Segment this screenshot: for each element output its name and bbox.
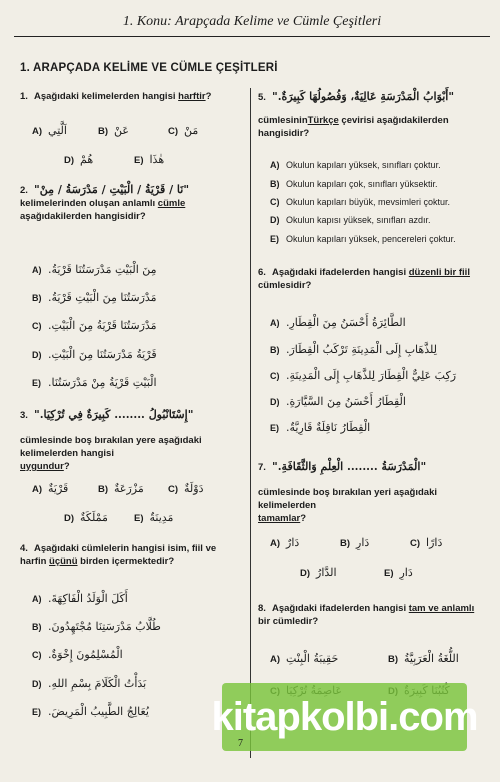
page-header — [14, 8, 490, 37]
question-1: 1. Aşağıdaki kelimelerden hangisi harftir? — [20, 91, 212, 102]
q8-option-b[interactable]: B) اللُّغَةُ الْعَرَبِيَّةُ — [388, 652, 459, 665]
q3-option-d[interactable]: D) مَمْلَكَةٌ — [64, 511, 108, 524]
q1-option-e[interactable]: E) هٰذَا — [134, 153, 165, 166]
question-6: 6. Aşağıdaki ifadelerden hangisi düzenli bir fiil cümlesidir? — [258, 267, 470, 291]
q4-option-d[interactable]: D) بَدَأْتُ الْكَلَامَ بِسْمِ اللهِ. — [32, 677, 147, 690]
q7-option-c[interactable]: C) دَارًا — [410, 536, 443, 549]
q3-option-e[interactable]: E) مَدِينَةٌ — [134, 511, 174, 524]
q3-option-b[interactable]: B) مَزْرَعَةٌ — [98, 482, 144, 495]
question-7: 7. "الْمَدْرَسَةُ ........ الْعِلْمِ وَالثَّقَافَةِ." cümlesinde boş bırakılan yeri aşağıdaki kelimelerdentamamlar? — [258, 460, 437, 524]
q2-option-c[interactable]: C) مَدْرَسَتُنَا قَرْيَةُ مِنَ الْبَيْتِ. — [32, 319, 157, 332]
q5-option-c[interactable]: C) Okulun kapıları büyük, mevsimleri çoktur. — [270, 197, 451, 207]
question-5: 5. "أَبْوَابُ الْمَدْرَسَةِ عَالِيَةٌ، وَفُصُولُهَا كَبِيرَةٌ." cümlesininTürkçe çevirisi aşağıdakilerden hangisidir? — [258, 90, 455, 139]
q1-option-d[interactable]: D) هُمْ — [64, 153, 94, 166]
q7-option-a[interactable]: A) دَارٌ — [270, 536, 300, 549]
q7-option-b[interactable]: B) دَارِ — [340, 536, 370, 549]
q3-option-a[interactable]: A) قَرْيَةٌ — [32, 482, 69, 495]
q8-option-a[interactable]: A) حَقِيبَةُ الْبِنْتِ — [270, 652, 339, 665]
question-3: 3. "إِسْتَانْبُولُ ........ كَبِيرَةٌ فِي تُرْكِيَا." cümlesinde boş bırakılan yere aşağıdaki kelimelerden hangisi uygundur? — [20, 408, 202, 472]
section-title: 1. ARAPÇADA KELİME VE CÜMLE ÇEŞİTLERİ — [20, 62, 278, 74]
q6-option-c[interactable]: C) رَكِبَ عَلِيٌّ الْقِطَارَ لِلذَّهَابِ إِلَى الْمَدِينَةِ. — [270, 369, 457, 382]
q1-option-b[interactable]: B) عَنْ — [98, 124, 129, 137]
q1-option-c[interactable]: C) مَنْ — [168, 124, 199, 137]
q6-option-b[interactable]: B) لِلذَّهَابِ إِلَى الْمَدِينَةِ تَرْكَبُ الْقِطَارَ. — [270, 343, 437, 356]
q4-option-a[interactable]: A) أَكَلَ الْوَلَدُ الْفَاكِهَةَ. — [32, 592, 128, 605]
page-number: 7 — [238, 738, 243, 749]
q6-option-e[interactable]: E) الْقِطَارُ نَاقِلَةٌ قَارِيَّةٌ. — [270, 421, 371, 434]
q3-option-c[interactable]: C) دَوْلَةٌ — [168, 482, 204, 495]
q6-option-a[interactable]: A) الطَّائِرَةُ أَحْسَنُ مِنَ الْقِطَارِ. — [270, 316, 406, 329]
q2-option-e[interactable]: E) الْبَيْتِ قَرْيَةُ مِنْ مَدْرَسَتُنَا. — [32, 376, 157, 389]
q4-option-e[interactable]: E) يُعَالِجُ الطَّبِيبُ الْمَرِيضَ. — [32, 705, 149, 718]
q1-option-a[interactable]: A) اَلَّتِي — [32, 124, 67, 137]
q2-option-d[interactable]: D) قَرْيَةُ مَدْرَسَتُنَا مِنَ الْبَيْتِ. — [32, 348, 157, 361]
q7-option-e[interactable]: E) دَارِ — [384, 566, 413, 579]
q4-option-b[interactable]: B) طُلَّابُ مَدْرَسَتِنَا مُجْتَهِدُونَ. — [32, 620, 161, 633]
q5-option-a[interactable]: A) Okulun kapıları yüksek, sınıfları çoktur. — [270, 160, 441, 170]
question-4: 4. Aşağıdaki cümlelerin hangisi isim, fiil ve harfin üçünü birden içermektedir? — [20, 543, 217, 567]
watermark-logo: kitapkolbi.com — [222, 683, 467, 751]
question-2: 2. "نَا / قَرْيَةُ / الْبَيْتِ / مَدْرَسَةُ / مِنْ" kelimelerinden oluşan anlamlı cümle aşağıdakilerden hangisidir? — [20, 183, 190, 222]
q2-option-a[interactable]: A) مِنَ الْبَيْتِ مَدْرَسَتُنَا قَرْيَةُ. — [32, 263, 157, 276]
q6-option-d[interactable]: D) الْقِطَارُ أَحْسَنُ مِنَ السَّيَّارَةِ. — [270, 395, 406, 408]
column-divider — [250, 88, 251, 758]
header-title: 1. Konu: Arapçada Kelime ve Cümle Çeşitleri — [122, 14, 382, 29]
q5-option-e[interactable]: E) Okulun kapıları yüksek, pencereleri çoktur. — [270, 234, 456, 244]
q2-option-b[interactable]: B) مَدْرَسَتُنَا مِنَ الْبَيْتِ قَرْيَةُ. — [32, 291, 157, 304]
q4-option-c[interactable]: C) الْمُسْلِمُونَ إِخْوَةٌ. — [32, 648, 123, 661]
q5-option-b[interactable]: B) Okulun kapıları çok, sınıfları yüksektir. — [270, 179, 438, 189]
question-8: 8. Aşağıdaki ifadelerden hangisi tam ve anlamlı bir cümledir? — [258, 603, 475, 627]
q7-option-d[interactable]: D) الدَّارُ — [300, 566, 337, 579]
q5-option-d[interactable]: D) Okulun kapısı yüksek, sınıfları azdır. — [270, 215, 431, 225]
